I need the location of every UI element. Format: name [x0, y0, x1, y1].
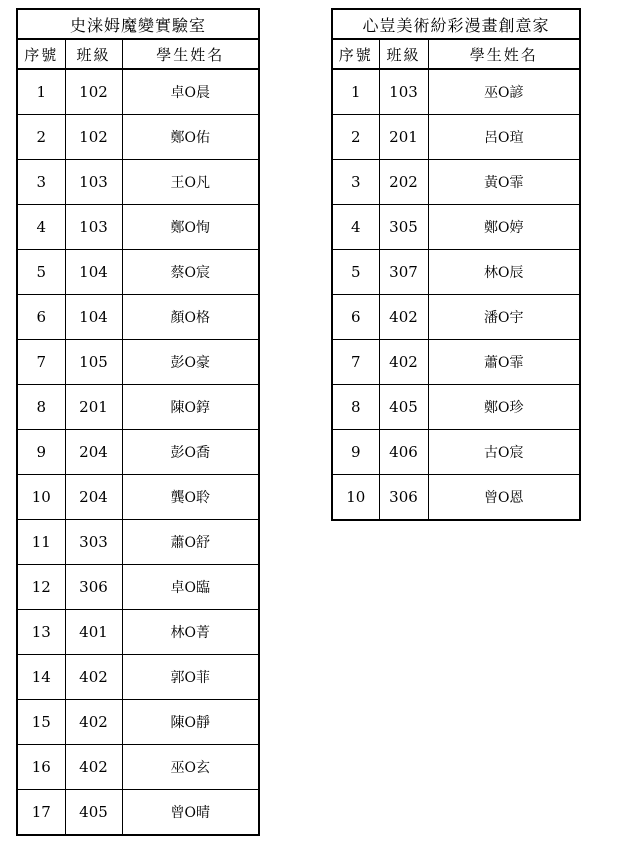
row-class: 103	[65, 205, 122, 250]
row-class: 402	[65, 655, 122, 700]
right-header-class: 班級	[379, 39, 428, 69]
row-student-name: 蔡O宸	[122, 250, 259, 295]
table-row	[17, 475, 259, 520]
row-student-name: 顏O格	[122, 295, 259, 340]
row-class: 402	[65, 745, 122, 790]
row-student-name: 蕭O舒	[122, 520, 259, 565]
row-class: 402	[379, 340, 428, 385]
table-row	[332, 475, 580, 521]
row-class: 406	[379, 430, 428, 475]
row-number: 13	[17, 610, 65, 655]
row-student-name: 林O菁	[122, 610, 259, 655]
row-number: 5	[17, 250, 65, 295]
right-table-title: 心豈美術紛彩漫畫創意家	[332, 9, 580, 39]
row-class: 405	[379, 385, 428, 430]
row-number: 10	[17, 475, 65, 520]
row-number: 17	[17, 790, 65, 836]
row-class: 103	[379, 69, 428, 115]
row-class: 201	[65, 385, 122, 430]
row-student-name: 潘O宇	[428, 295, 580, 340]
row-student-name: 蕭O霏	[428, 340, 580, 385]
row-class: 307	[379, 250, 428, 295]
row-number: 9	[17, 430, 65, 475]
table-row	[332, 205, 580, 250]
row-student-name: 鄭O婷	[428, 205, 580, 250]
row-student-name: 陳O錞	[122, 385, 259, 430]
row-class: 104	[65, 250, 122, 295]
row-student-name: 鄭O恂	[122, 205, 259, 250]
row-class: 204	[65, 430, 122, 475]
row-number: 4	[332, 205, 379, 250]
row-number: 14	[17, 655, 65, 700]
left-table-body	[17, 69, 259, 835]
row-number: 8	[17, 385, 65, 430]
row-student-name: 鄭O珍	[428, 385, 580, 430]
left-header-class: 班級	[65, 39, 122, 69]
right-header-name: 學生姓名	[428, 39, 580, 69]
table-row	[332, 160, 580, 205]
row-student-name: 黃O霏	[428, 160, 580, 205]
table-row	[17, 655, 259, 700]
row-class: 303	[65, 520, 122, 565]
table-row	[17, 205, 259, 250]
table-row	[17, 385, 259, 430]
row-class: 401	[65, 610, 122, 655]
row-number: 6	[17, 295, 65, 340]
table-row	[17, 250, 259, 295]
row-student-name: 曾O恩	[428, 475, 580, 521]
table-row	[17, 745, 259, 790]
table-row	[17, 430, 259, 475]
row-class: 402	[65, 700, 122, 745]
row-class: 202	[379, 160, 428, 205]
row-number: 16	[17, 745, 65, 790]
table-row	[17, 340, 259, 385]
table-row	[17, 610, 259, 655]
row-number: 4	[17, 205, 65, 250]
row-number: 3	[332, 160, 379, 205]
row-number: 2	[332, 115, 379, 160]
row-student-name: 陳O靜	[122, 700, 259, 745]
right-table-body	[332, 69, 580, 520]
row-number: 7	[17, 340, 65, 385]
row-class: 204	[65, 475, 122, 520]
row-number: 9	[332, 430, 379, 475]
table-row	[17, 115, 259, 160]
row-class: 405	[65, 790, 122, 836]
table-row	[17, 565, 259, 610]
row-number: 1	[332, 69, 379, 115]
row-number: 2	[17, 115, 65, 160]
table-row	[332, 250, 580, 295]
right-roster-table	[331, 8, 581, 521]
row-student-name: 卓O晨	[122, 69, 259, 115]
row-student-name: 彭O豪	[122, 340, 259, 385]
row-number: 8	[332, 385, 379, 430]
table-row	[332, 69, 580, 115]
row-student-name: 呂O瑄	[428, 115, 580, 160]
row-class: 104	[65, 295, 122, 340]
table-row	[332, 385, 580, 430]
row-number: 12	[17, 565, 65, 610]
row-class: 102	[65, 69, 122, 115]
row-student-name: 卓O臨	[122, 565, 259, 610]
table-row	[332, 340, 580, 385]
table-row	[332, 430, 580, 475]
row-student-name: 彭O喬	[122, 430, 259, 475]
row-number: 5	[332, 250, 379, 295]
table-row	[17, 160, 259, 205]
row-class: 305	[379, 205, 428, 250]
row-class: 201	[379, 115, 428, 160]
row-student-name: 王O凡	[122, 160, 259, 205]
row-student-name: 龔O聆	[122, 475, 259, 520]
row-number: 6	[332, 295, 379, 340]
row-class: 105	[65, 340, 122, 385]
table-row	[17, 520, 259, 565]
table-row	[17, 295, 259, 340]
row-class: 402	[379, 295, 428, 340]
row-student-name: 鄭O佑	[122, 115, 259, 160]
left-table-title: 史涞姆魔變實驗室	[17, 9, 259, 39]
table-row	[17, 790, 259, 836]
row-number: 7	[332, 340, 379, 385]
row-number: 10	[332, 475, 379, 521]
row-student-name: 巫O諺	[428, 69, 580, 115]
table-row	[17, 69, 259, 115]
row-number: 15	[17, 700, 65, 745]
table-row	[332, 115, 580, 160]
row-student-name: 巫O玄	[122, 745, 259, 790]
row-class: 306	[65, 565, 122, 610]
row-number: 11	[17, 520, 65, 565]
table-row	[332, 295, 580, 340]
table-row	[17, 700, 259, 745]
row-number: 3	[17, 160, 65, 205]
row-class: 306	[379, 475, 428, 521]
left-header-no: 序號	[17, 39, 65, 69]
right-header-no: 序號	[332, 39, 379, 69]
left-roster-table	[16, 8, 260, 836]
row-student-name: 曾O晴	[122, 790, 259, 836]
left-header-name: 學生姓名	[122, 39, 259, 69]
row-student-name: 郭O菲	[122, 655, 259, 700]
row-class: 102	[65, 115, 122, 160]
row-student-name: 古O宸	[428, 430, 580, 475]
row-class: 103	[65, 160, 122, 205]
row-number: 1	[17, 69, 65, 115]
row-student-name: 林O辰	[428, 250, 580, 295]
